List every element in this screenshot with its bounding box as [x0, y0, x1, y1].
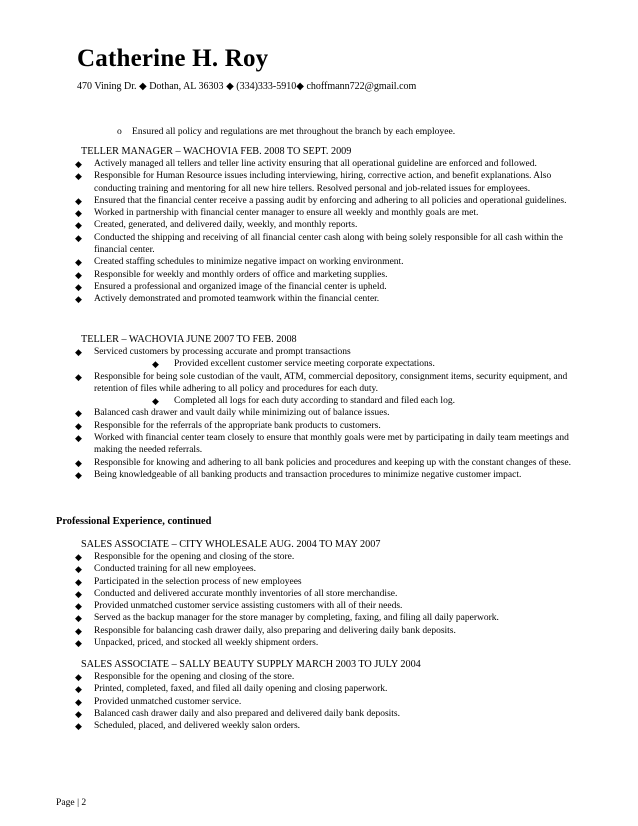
list-item-text: Responsible for being sole custodian of the vault, ATM, commercial depository, consignment items, security equipment, and retention of files while adhering to all policy and procedures for each duty. [94, 371, 568, 394]
list-item-text: Responsible for weekly and monthly orders of office and marketing supplies. [94, 269, 388, 280]
diamond-bullet-icon: ◆ [152, 396, 159, 407]
diamond-bullet-icon: ◆ [75, 195, 82, 206]
list-item [77, 346, 587, 371]
list-item-text: Conducted the shipping and receiving of all financial center cash along with being solely responsible for all cash within the financial center. [94, 232, 563, 256]
sub-list-item [94, 358, 587, 370]
job-title: SALES ASSOCIATE – SALLY BEAUTY SUPPLY MARCH 2003 TO JULY 2004 [81, 659, 421, 670]
list-item-text: Responsible for Human Resource issues including interviewing, hiring, corrective action, and benefit explanations. Also conducting training and mentoring for all new hire tellers. Resolved personal and job-related issues for employees. [94, 171, 552, 194]
list-item-text: Actively managed all tellers and teller line activity ensuring that all operational guideline are enforced and followed. [94, 159, 537, 169]
diamond-bullet-icon: ◆ [75, 269, 82, 280]
list-item [77, 551, 587, 563]
continued-sub-item-text: Ensured all policy and regulations are met throughout the branch by each employee. [132, 126, 456, 137]
list-item-text: Ensured a professional and organized image of the financial center is upheld. [94, 281, 387, 292]
list-item-text: Responsible for the referrals of the appropriate bank products to customers. [94, 420, 381, 431]
list-item-text: Actively demonstrated and promoted teamwork within the financial center. [94, 294, 380, 305]
job-duties-list [77, 158, 587, 306]
list-item [77, 576, 587, 588]
list-item [77, 683, 587, 695]
list-item-text: Participated in the selection process of new employees [94, 576, 302, 587]
list-item-text: Balanced cash drawer daily and also prepared and delivered daily bank deposits. [94, 708, 400, 719]
contact-line [77, 80, 416, 93]
list-item-text: Balanced cash drawer and vault daily while minimizing out of balance issues. [94, 408, 390, 419]
list-item-text: Being knowledgeable of all banking products and transaction procedures to minimize negative customer impact. [94, 469, 522, 480]
email-address: choffmann722@gmail.com [306, 81, 417, 92]
job-duties-list [77, 551, 587, 649]
address: 470 Vining Dr. [77, 81, 137, 92]
list-item [77, 158, 587, 170]
list-item-text: Scheduled, placed, and delivered weekly salon orders. [94, 721, 301, 732]
list-item-text: Created, generated, and delivered daily, weekly, and monthly reports. [94, 220, 358, 231]
list-item-text: Served as the backup manager for the store manager by completing, faxing, and filing all daily paperwork. [94, 613, 499, 624]
continued-sub-item [117, 126, 455, 138]
diamond-bullet-icon: ◆ [75, 294, 82, 305]
sub-list [94, 395, 587, 407]
list-item [77, 269, 587, 281]
page-label: Page [56, 797, 75, 808]
list-item-text: Responsible for knowing and adhering to all bank policies and procedures and keeping up with the constant changes of these. [94, 457, 571, 468]
job-teller [77, 333, 587, 481]
page-number: 2 [81, 797, 87, 808]
sub-list-item [94, 395, 587, 407]
list-item-text: Printed, completed, faxed, and filed all daily opening and closing paperwork. [94, 684, 388, 695]
list-item [77, 720, 587, 732]
list-item [77, 293, 587, 305]
diamond-bullet-icon: ◆ [75, 552, 82, 562]
sub-list-item-text: Provided excellent customer service meeting corporate expectations. [174, 359, 435, 370]
circle-bullet-icon: o [117, 126, 122, 137]
job-title: SALES ASSOCIATE – CITY WHOLESALE AUG. 2004 TO MAY 2007 [81, 539, 381, 550]
list-item [77, 432, 587, 457]
list-item-text: Ensured that the financial center receive a passing audit by enforcing and adhering to all policies and operational guidelines. [94, 195, 567, 206]
diamond-bullet-icon: ◆ [75, 408, 82, 419]
diamond-bullet-icon: ◆ [75, 672, 82, 682]
diamond-bullet-icon: ◆ [75, 220, 82, 231]
phone-number: (334)333-5910 [236, 81, 297, 92]
list-item [77, 625, 587, 637]
page-footer [56, 797, 86, 809]
list-item-text: Responsible for the opening and closing of the store. [94, 552, 295, 562]
list-item-text: Conducted training for all new employees. [94, 564, 256, 575]
list-item [77, 256, 587, 268]
diamond-bullet-icon: ◆ [75, 232, 82, 243]
diamond-bullet-icon: ◆ [75, 588, 82, 599]
diamond-bullet-icon: ◆ [75, 281, 82, 292]
diamond-bullet-icon: ◆ [75, 171, 82, 182]
list-item-text: Responsible for the opening and closing of the store. [94, 672, 295, 682]
candidate-name: Catherine H. Roy [77, 45, 269, 72]
list-item [77, 588, 587, 600]
job-title: TELLER MANAGER – WACHOVIA FEB. 2008 TO SEPT. 2009 [81, 146, 352, 157]
list-item [77, 600, 587, 612]
list-item-text: Conducted and delivered accurate monthly inventories of all store merchandise. [94, 588, 398, 599]
diamond-bullet-icon: ◆ [75, 433, 82, 444]
job-sales-associate-sally-beauty [77, 658, 587, 732]
list-item [77, 612, 587, 624]
diamond-bullet-icon: ◆ [75, 601, 82, 612]
job-sales-associate-city-wholesale [77, 538, 587, 649]
list-item [77, 420, 587, 432]
list-item [77, 207, 587, 219]
list-item [77, 637, 587, 649]
sub-list [94, 358, 587, 370]
page-divider: | [77, 797, 79, 808]
diamond-bullet-icon: ◆ [75, 469, 82, 480]
diamond-bullet-icon: ◆ [75, 257, 82, 268]
diamond-bullet-icon: ◆ [75, 457, 82, 468]
list-item [77, 219, 587, 231]
diamond-bullet-icon: ◆ [75, 684, 82, 695]
list-item-text: Created staffing schedules to minimize negative impact on working environment. [94, 257, 404, 268]
list-item [77, 407, 587, 419]
list-item [77, 195, 587, 207]
list-item [77, 232, 587, 257]
diamond-separator-icon: ◆ [226, 81, 234, 92]
job-duties-list [77, 346, 587, 481]
list-item [77, 696, 587, 708]
diamond-bullet-icon: ◆ [75, 708, 82, 719]
list-item-text: Provided unmatched customer service assisting customers with all of their needs. [94, 601, 403, 612]
diamond-bullet-icon: ◆ [152, 359, 159, 370]
list-item-text: Provided unmatched customer service. [94, 696, 242, 707]
diamond-bullet-icon: ◆ [75, 371, 82, 382]
diamond-separator-icon: ◆ [139, 81, 147, 92]
sub-list-item-text: Completed all logs for each duty according to standard and filed each log. [174, 396, 455, 407]
diamond-bullet-icon: ◆ [75, 625, 82, 636]
list-item [77, 281, 587, 293]
section-heading: Professional Experience, continued [56, 516, 212, 527]
diamond-bullet-icon: ◆ [75, 613, 82, 624]
list-item [77, 563, 587, 575]
list-item-text: Serviced customers by processing accurate and prompt transactions [94, 347, 351, 357]
diamond-bullet-icon: ◆ [75, 721, 82, 732]
diamond-bullet-icon: ◆ [75, 208, 82, 219]
list-item-text: Worked in partnership with financial center manager to ensure all weekly and monthly goals are met. [94, 208, 479, 219]
list-item [77, 469, 587, 481]
diamond-bullet-icon: ◆ [75, 564, 82, 575]
job-teller-manager [77, 145, 587, 306]
city-state-zip: Dothan, AL 36303 [149, 81, 224, 92]
list-item-text: Responsible for balancing cash drawer daily, also preparing and delivering daily bank deposits. [94, 625, 456, 636]
diamond-bullet-icon: ◆ [75, 638, 82, 649]
diamond-bullet-icon: ◆ [75, 347, 82, 357]
diamond-bullet-icon: ◆ [75, 696, 82, 707]
list-item [77, 457, 587, 469]
job-title: TELLER – WACHOVIA JUNE 2007 TO FEB. 2008 [81, 334, 297, 345]
diamond-separator-icon: ◆ [296, 81, 304, 92]
list-item [77, 170, 587, 195]
list-item [77, 671, 587, 683]
diamond-bullet-icon: ◆ [75, 576, 82, 587]
list-item-text: Unpacked, priced, and stocked all weekly shipment orders. [94, 638, 319, 649]
job-duties-list [77, 671, 587, 732]
list-item [77, 708, 587, 720]
diamond-bullet-icon: ◆ [75, 159, 82, 169]
diamond-bullet-icon: ◆ [75, 420, 82, 431]
list-item-text: Worked with financial center team closely to ensure that monthly goals were met by participating in daily team meetings and making the needed referrals. [94, 433, 569, 456]
list-item [77, 371, 587, 408]
